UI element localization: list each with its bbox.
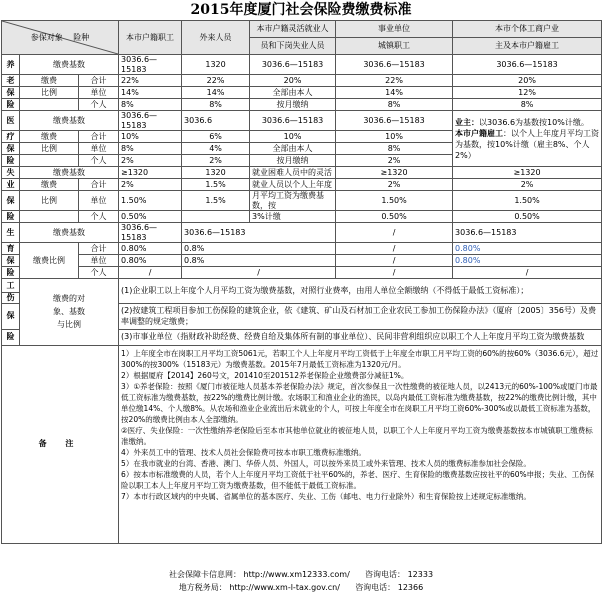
unemployment-rate-label-a: 缴费 [20, 179, 79, 191]
unemployment-unit-migrant: 1.5% [182, 191, 250, 211]
pension-unit-local: 14% [119, 87, 182, 99]
maternity-public-slash-1: / [336, 223, 453, 243]
pension-unit-flexible: 全部由本人 [250, 87, 336, 99]
pension-base-selfemployed: 3036.6—15183 [453, 55, 602, 75]
maternity-personal-label: 个人 [79, 267, 119, 279]
note-item-1: 1）上年度全市在岗职工月平均工资5061元，若职工个人上年度月平均工资低于上年度全市职工月平均工资的60%的按60%（3036.6元），超过300%的按300%（15183元）为缴费基数。2015年7月最低工资标准为1320元/月。 [121, 348, 599, 369]
pension-total-public: 22% [336, 75, 453, 87]
medical-unit-label: 单位 [79, 143, 119, 155]
header-col-selfemployed-b: 主及本市户籍雇工 [453, 38, 602, 55]
pension-unit-label: 单位 [79, 87, 119, 99]
pension-unit-public: 14% [336, 87, 453, 99]
pension-side-2: 老 [2, 75, 20, 87]
injury-label [20, 279, 119, 346]
pension-personal-public: 8% [336, 99, 453, 111]
pension-total-flexible: 20% [250, 75, 336, 87]
footer-social-url[interactable]: http://www.xm12333.com/ [243, 570, 350, 579]
medical-unit-migrant: 4% [182, 143, 250, 155]
medical-personal-migrant: 2% [182, 155, 250, 167]
medical-personal-public: 2% [336, 155, 453, 167]
pension-personal-flexible: 按月缴纳 [250, 99, 336, 111]
footer-social-phone-label: 咨询电话： [365, 570, 406, 579]
unemployment-personal-migrant [182, 211, 250, 223]
footer-social-phone: 12333 [407, 570, 434, 579]
pension-base-public: 3036.6—15183 [336, 55, 453, 75]
note-item-6: 5）在我市就业的台湾、香港、澳门、华侨人员、外国人，可以按外来员工或外来管理、技术人员的缴费标准参加社会保险。 [121, 458, 531, 468]
pension-personal-local: 8% [119, 99, 182, 111]
unemployment-base-label: 缴费基数 [20, 167, 119, 179]
pension-side-1: 养 [2, 55, 20, 75]
unemployment-side-1: 失 [2, 167, 20, 179]
medical-base-local: 3036.6—15183 [119, 111, 182, 131]
maternity-side-2: 育 [2, 243, 20, 255]
maternity-personal-local: / [119, 267, 182, 279]
maternity-unit-local: 0.80% [119, 255, 182, 267]
maternity-total-migrant: 0.8% [182, 243, 336, 255]
pension-base-local: 3036.6—15183 [119, 55, 182, 75]
medical-rate-label-a: 缴费 [20, 131, 79, 143]
medical-employee-label: 本市户籍雇工 [455, 128, 504, 138]
note-item-4: ②医疗、失业保险：一次性缴纳养老保险后至本市其他单位就业的被征地人员，以职工个人上年度月平均工资为缴费基数按本市城镇职工缴费标准缴纳。 [121, 425, 593, 446]
maternity-side-4: 险 [2, 267, 20, 279]
pension-total-label: 合计 [79, 75, 119, 87]
pension-unit-selfemployed: 12% [453, 87, 602, 99]
maternity-base-local: 3036.6—15183 [119, 223, 182, 243]
maternity-public-slash-3: / [336, 255, 453, 267]
pension-base-label: 缴费基数 [20, 55, 119, 75]
pension-side-4: 险 [2, 99, 20, 111]
unemployment-flexible-line-3: 月平均工资为缴费基数，按 [250, 191, 336, 211]
notes-label: 备 注 [2, 345, 119, 543]
injury-side-3: 保 [2, 303, 20, 329]
header-corner-right: 险种 [73, 32, 90, 42]
injury-label-line-1: 缴费的对 [53, 294, 86, 304]
unemployment-rate-label-b: 比例 [20, 191, 79, 211]
header-corner [2, 21, 119, 55]
injury-side-1: 工 [2, 279, 20, 293]
unemployment-personal-public: 0.50% [336, 211, 453, 223]
unemployment-unit-public: 1.50% [336, 191, 453, 211]
insurance-table [1, 20, 602, 544]
unemployment-unit-label: 单位 [79, 191, 119, 211]
medical-total-label: 合计 [79, 131, 119, 143]
footer-row-tax-bureau [0, 581, 602, 594]
unemployment-flexible-line-4: 3%计缴 [250, 211, 336, 223]
pension-personal-label: 个人 [79, 99, 119, 111]
medical-side-3: 保 [2, 143, 20, 155]
medical-selfemployed-note [453, 111, 602, 167]
unemployment-base-selfemployed: ≥1320 [453, 167, 602, 179]
note-item-8: 7）本市行政区域内的中央属、省属单位的基本医疗、失业、工伤（邮电、电力行业除外）和生育保险按上述规定标准缴纳。 [121, 491, 531, 501]
page-title: 2015年度厦门社会保险费缴费标准 [190, 2, 412, 18]
unemployment-flexible-line-1: 就业困难人员中的灵活 [250, 167, 336, 179]
medical-unit-public: 8% [336, 143, 453, 155]
header-col-flexible-a: 本市户籍灵活就业人 [250, 21, 336, 38]
medical-total-public: 10% [336, 131, 453, 143]
maternity-base-label: 缴费基数 [20, 223, 119, 243]
injury-side-2: 伤 [2, 293, 20, 304]
header-col-local: 本市户籍职工 [119, 21, 182, 55]
maternity-side-1: 生 [2, 223, 20, 243]
pension-base-flexible: 3036.6—15183 [250, 55, 336, 75]
unemployment-unit-selfemployed: 1.50% [453, 191, 602, 211]
medical-employee-text: ：以个人上年度月平均工资为基数，按10%计缴（雇主8%、个人2%） [455, 128, 600, 160]
maternity-base-migrant: 3036.6—15183 [182, 223, 336, 243]
header-col-public-b: 城镇职工 [336, 38, 453, 55]
maternity-personal-migrant: / [182, 267, 336, 279]
pension-rate-label-b: 比例 [20, 87, 79, 99]
header-corner-left: 参保对象 [30, 32, 63, 42]
maternity-base-selfemployed: 3036.6—15183 [453, 223, 602, 243]
maternity-public-slash-2: / [336, 243, 453, 255]
medical-owner-label: 业主： [455, 117, 480, 127]
header-col-selfemployed-a: 本市个体工商户业 [453, 21, 602, 38]
notes-body [119, 345, 602, 543]
note-item-3: 3）①养老保险：按照《厦门市被征地人员基本养老保险办法》规定，首次参保且一次性缴费的被征地人员，以2413元的60%-100%或厦门市最低工资标准为缴费基数，按22%的缴费比例计缴。农场职工和渔业企业的渔民，以岛内最低工资标准为缴费基数，按22%的缴费比例计缴，其中单位缴14%、个人缴8%。从农场和渔业企业流出后未就业的个人，可按上年度全市在岗职工月平均工资60%-300%或以最低工资标准为基数，按20%的缴费比例由本人全部缴纳。 [121, 381, 598, 424]
unemployment-unit-local: 1.50% [119, 191, 182, 211]
maternity-total-local: 0.80% [119, 243, 182, 255]
injury-rule-2: (2)按建筑工程项目参加工伤保险的建筑企业，依《建筑、矿山及石材加工企业农民工参加工伤保险办法》（厦府〔2005〕356号）及费率调整的规定缴费； [119, 303, 602, 329]
medical-unit-flexible: 全部由本人 [250, 143, 336, 155]
unemployment-side-2: 业 [2, 179, 20, 191]
medical-base-flexible: 3036.6—15183 [250, 111, 336, 131]
unemployment-total-selfemployed: 2% [453, 179, 602, 191]
medical-side-4: 险 [2, 155, 20, 167]
medical-personal-label: 个人 [79, 155, 119, 167]
note-item-2: 2）根据厦府【2014】260号文，201410至201512养老保险企业缴费部分减征1%。 [121, 370, 409, 380]
header-col-public-a: 事业单位 [336, 21, 453, 38]
header-col-migrant: 外来人员 [182, 21, 250, 55]
footer-row-social-security [0, 568, 602, 581]
pension-side-3: 保 [2, 87, 20, 99]
unemployment-personal-selfemployed: 0.50% [453, 211, 602, 223]
maternity-side-3: 保 [2, 255, 20, 267]
pension-base-migrant: 1320 [182, 55, 250, 75]
injury-label-line-2: 象、基数 [53, 307, 86, 317]
unemployment-total-local: 2% [119, 179, 182, 191]
medical-base-migrant: 3036.6 [182, 111, 250, 131]
maternity-personal-selfemployed: / [453, 267, 602, 279]
medical-base-public: 3036.6—15183 [336, 111, 453, 131]
pension-total-local: 22% [119, 75, 182, 87]
pension-total-migrant: 22% [182, 75, 250, 87]
pension-personal-migrant: 8% [182, 99, 250, 111]
medical-base-label: 缴费基数 [20, 111, 119, 131]
maternity-total-selfemployed: 0.80% [453, 243, 602, 255]
unemployment-side-4: 险 [2, 211, 20, 223]
medical-rate-label-b: 比例 [20, 143, 79, 155]
unemployment-side-3: 保 [2, 191, 20, 211]
medical-total-local: 10% [119, 131, 182, 143]
injury-rule-3: (3)市事业单位（指财政补助经费、经费自给及集体所有制的事业单位）、民间非营利组织应以职工个人上年度月平均工资为缴费基数 [119, 329, 602, 345]
medical-owner-text: 以3036.6为基数按10%计缴。 [479, 117, 589, 127]
medical-total-flexible: 10% [250, 131, 336, 143]
unemployment-total-migrant: 1.5% [182, 179, 250, 191]
medical-total-migrant: 6% [182, 131, 250, 143]
maternity-unit-label: 单位 [79, 255, 119, 267]
injury-rule-1: (1)企业职工以上年度个人月平均工资为缴费基数，对照行业费率，由用人单位全额缴纳（不得低于最低工资标准）； [119, 279, 602, 304]
unemployment-base-migrant: 1320 [182, 167, 250, 179]
footer-tax-url[interactable]: http://www.xm-l-tax.gov.cn/ [229, 583, 340, 592]
note-item-5: 4）外来员工中的管理、技术人员社会保险费可按本市职工缴费标准缴纳。 [121, 447, 366, 457]
injury-label-line-3: 与比例 [57, 320, 82, 330]
unemployment-flexible-line-2: 就业人员以个人上年度 [250, 179, 336, 191]
footer-tax-phone-label: 咨询电话： [355, 583, 396, 592]
unemployment-personal-label: 个人 [79, 211, 119, 223]
unemployment-personal-local: 0.50% [119, 211, 182, 223]
maternity-unit-selfemployed: 0.80% [453, 255, 602, 267]
unemployment-total-label: 合计 [79, 179, 119, 191]
maternity-public-slash-4: / [336, 267, 453, 279]
pension-total-selfemployed: 20% [453, 75, 602, 87]
medical-unit-local: 8% [119, 143, 182, 155]
footer-tax-label: 地方税务局： [178, 583, 227, 592]
maternity-total-label: 合计 [79, 243, 119, 255]
pension-unit-migrant: 14% [182, 87, 250, 99]
pension-personal-selfemployed: 8% [453, 99, 602, 111]
medical-side-1: 医 [2, 111, 20, 131]
pension-rate-label-a: 缴费 [20, 75, 79, 87]
header-col-flexible-b: 员和下岗失业人员 [250, 38, 336, 55]
unemployment-base-local: ≥1320 [119, 167, 182, 179]
maternity-unit-migrant: 0.8% [182, 255, 336, 267]
medical-personal-local: 2% [119, 155, 182, 167]
footer-social-label: 社会保障卡信息网： [168, 570, 241, 579]
note-item-7: 6）按本市标准缴费的人员，若个人上年度月平均工资低于社平60%的，养老、医疗、生育保险的缴费基数应按社平的60%申报；失业、工伤保险以职工本人上年度月平均工资为缴费基数，但不能低于最低工资标准。 [121, 469, 595, 490]
injury-side-4: 险 [2, 329, 20, 345]
footer [0, 568, 602, 594]
maternity-rate-label: 缴费比例 [20, 243, 79, 279]
unemployment-total-public: 2% [336, 179, 453, 191]
unemployment-base-public: ≥1320 [336, 167, 453, 179]
footer-tax-phone: 12366 [397, 583, 424, 592]
medical-personal-flexible: 按月缴纳 [250, 155, 336, 167]
medical-side-2: 疗 [2, 131, 20, 143]
